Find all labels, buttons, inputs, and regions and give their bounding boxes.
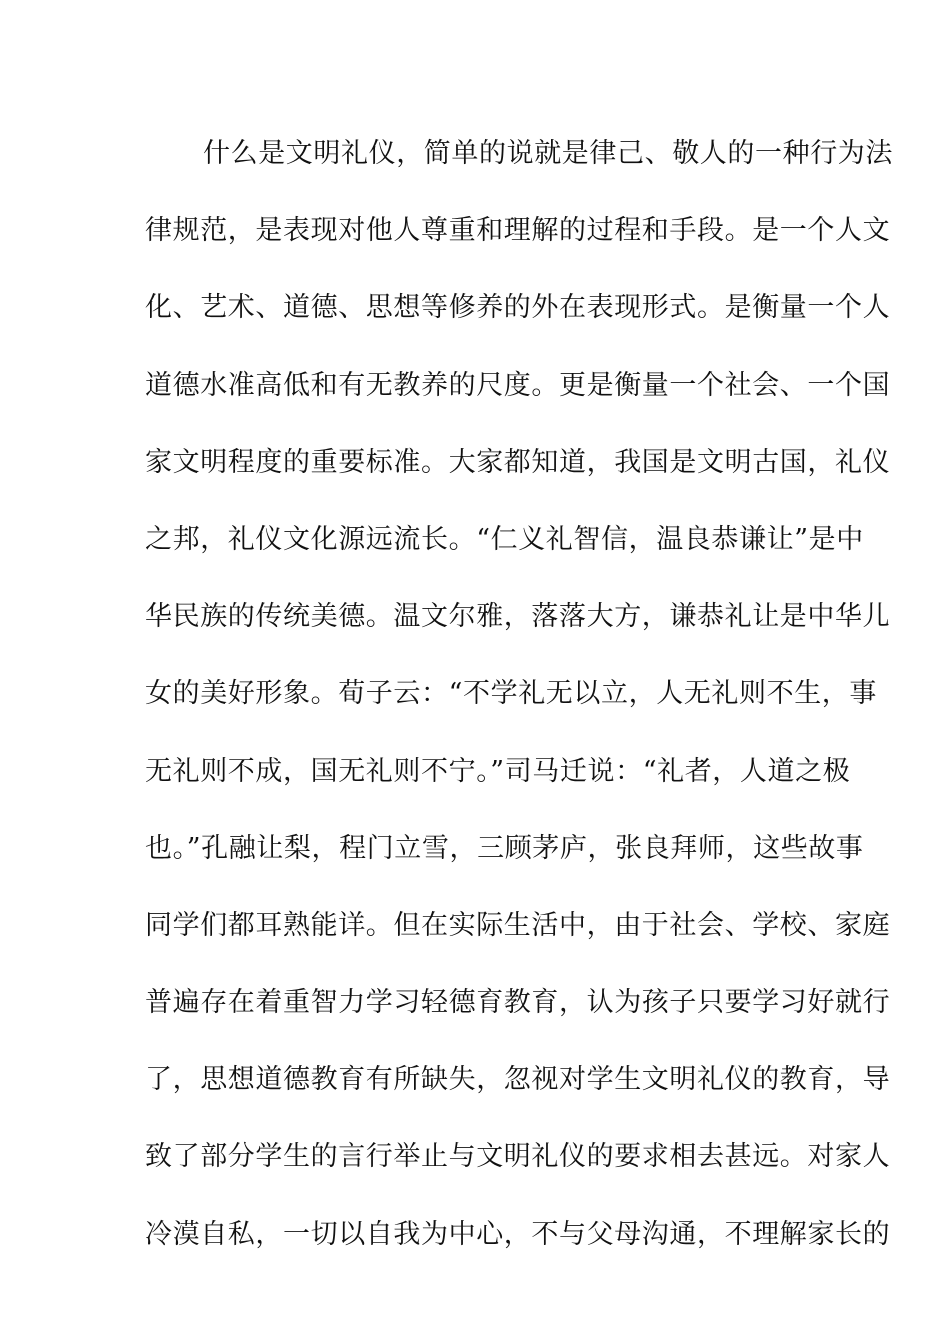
text-line: 之邦，礼仪文化源远流长。“仁义礼智信，温良恭谦让”是中 [145,523,864,555]
text-line: 华民族的传统美德。温文尔雅，落落大方，谦恭礼让是中华儿 [145,601,891,633]
text-line: 普遍存在着重智力学习轻德育教育，认为孩子只要学习好就行 [145,987,891,1019]
text-line: 致了部分学生的言行举止与文明礼仪的要求相去甚远。对家人 [145,1141,891,1173]
text-line: 女的美好形象。荀子云：“不学礼无以立，人无礼则不生，事 [145,678,878,710]
text-line: 道德水准高低和有无教养的尺度。更是衡量一个社会、一个国 [145,369,891,401]
text-line: 律规范，是表现对他人尊重和理解的过程和手段。是一个人文 [145,215,891,247]
text-line: 无礼则不成，国无礼则不宁。”司马迁说：“礼者，人道之极 [145,755,851,787]
text-line: 也。”孔融让梨，程门立雪，三顾茅庐，张良拜师，这些故事 [145,832,864,864]
text-line: 家文明程度的重要标准。大家都知道，我国是文明古国，礼仪 [145,446,891,478]
text-line: 什么是文明礼仪，简单的说就是律己、敬人的一种行为法 [203,138,893,169]
text-line: 了，思想道德教育有所缺失，忽视对学生文明礼仪的教育，导 [145,1064,891,1096]
body-paragraph [145,132,893,1290]
text-line: 冷漠自私，一切以自我为中心，不与父母沟通，不理解家长的 [145,1218,891,1250]
text-line: 化、艺术、道德、思想等修养的外在表现形式。是衡量一个人 [145,292,891,324]
text-line: 同学们都耳熟能详。但在实际生活中，由于社会、学校、家庭 [145,909,891,941]
